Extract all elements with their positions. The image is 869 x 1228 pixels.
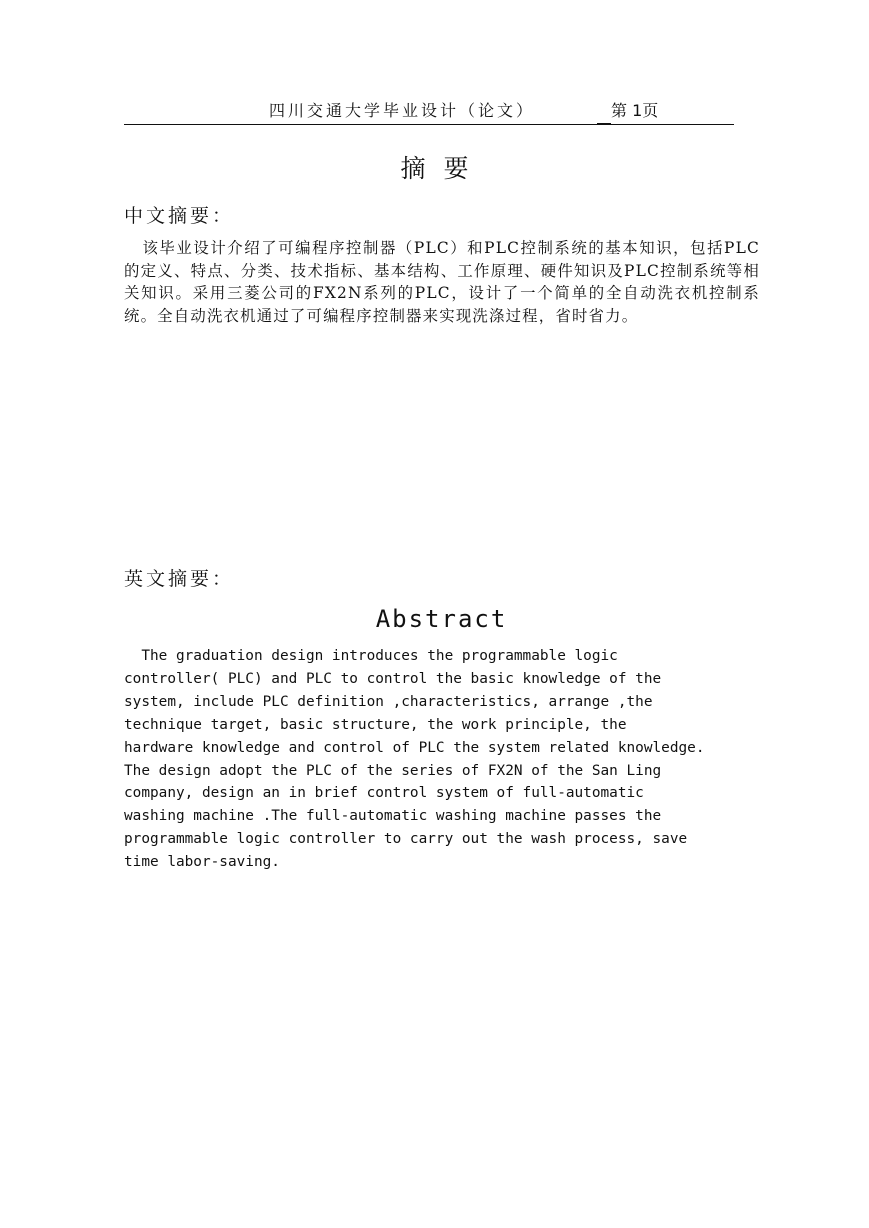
abstract-line: hardware knowledge and control of PLC the system related knowledge. <box>124 739 705 756</box>
abstract-title: Abstract <box>375 605 508 633</box>
abstract-line: technique target, basic structure, the work principle, the <box>124 716 627 733</box>
abstract-line: company, design an in brief control system of full-automatic <box>124 785 644 802</box>
english-abstract-body <box>124 645 768 874</box>
abstract-line: programmable logic controller to carry out the wash process, save <box>124 831 688 848</box>
abstract-line: The graduation design introduces the programmable logic <box>124 648 618 664</box>
chinese-abstract-body: 该毕业设计介绍了可编程序控制器（PLC）和PLC控制系统的基本知识，包括PLC的定义、特点、分类、技术指标、基本结构、工作原理、硬件知识及PLC控制系统等相关知识。采用三菱公司的FX2N系列的PLC，设计了一个简单的全自动洗衣机控制系统。全自动洗衣机通过了可编程序控制器来实现洗涤过程，省时省力。 <box>124 239 760 325</box>
chinese-abstract-heading: 中文摘要： <box>124 205 235 227</box>
abstract-line: system, include PLC definition ,characteristics, arrange ,the <box>124 693 653 710</box>
header-underline-mark <box>597 123 611 125</box>
header-title: 四川交通大学毕业设计（论文） <box>269 101 536 120</box>
page-header <box>124 98 734 125</box>
english-abstract-heading: 英文摘要： <box>124 568 235 590</box>
abstract-line: time labor-saving. <box>124 854 280 871</box>
abstract-line: controller( PLC) and PLC to control the basic knowledge of the <box>124 670 662 687</box>
abstract-line: The design adopt the PLC of the series of FX2N of the San Ling <box>124 762 662 779</box>
abstract-line: washing machine .The full-automatic washing machine passes the <box>124 808 662 825</box>
page-number: 第 1页 <box>611 101 659 120</box>
page-title: 摘要 <box>400 154 487 183</box>
